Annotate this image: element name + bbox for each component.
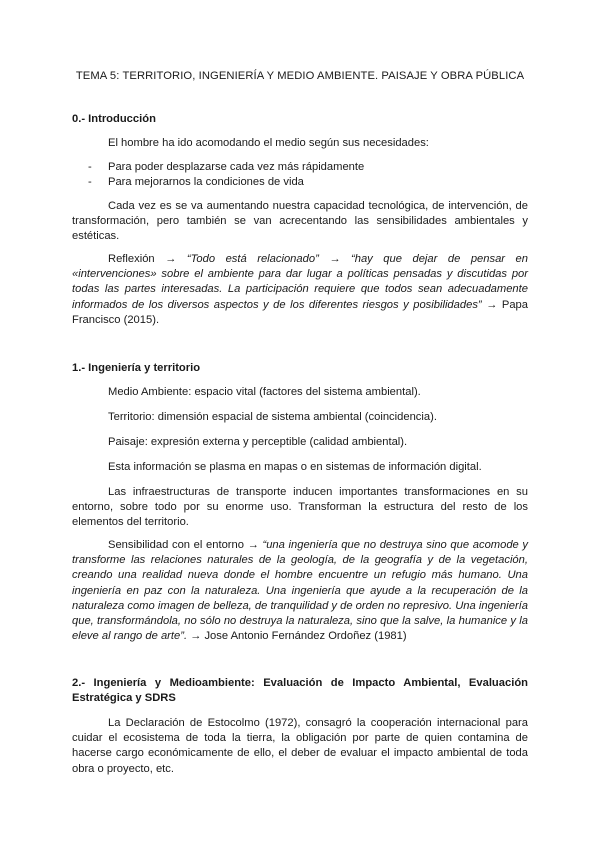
paragraph: Las infraestructuras de transporte inducen importantes transformaciones en su entorno, sobre todo por su enorme uso. Transforman la estructura del resto de los elementos del territorio. <box>72 486 528 529</box>
reflexion-paragraph: Reflexión → “Todo está relacionado” → “hay que dejar de pensar en «intervenciones» sobre el ambiente para dar lugar a políticas pensadas y discutidas por todas las partes interesadas. La participación requiere que todos sean adecuadamente informados de los diversos aspectos y de los diferentes riesgos y posibilidades” → Papa Francisco (2015). <box>72 253 528 326</box>
section-0-heading: 0.- Introducción <box>72 113 156 125</box>
definition-line: Medio Ambiente: espacio vital (factores del sistema ambiental). <box>108 386 421 398</box>
intro-line: El hombre ha ido acomodando el medio según sus necesidades: <box>108 137 429 149</box>
bullet-item: - Para poder desplazarse cada vez más rápidamente <box>88 161 365 173</box>
definition-line: Esta información se plasma en mapas o en sistemas de información digital. <box>108 461 482 473</box>
bullet-item: - Para mejorarnos la condiciones de vida <box>88 176 304 188</box>
section-1-heading: 1.- Ingeniería y territorio <box>72 362 201 374</box>
definition-line: Paisaje: expresión externa y perceptible (calidad ambiental). <box>108 436 408 448</box>
reflexion-quote: “Todo está relacionado” → “hay que dejar de pensar en «intervenciones» sobre el ambiente para dar lugar a políticas pensadas y discutidas por todas las partes interesadas. La participación requiere que todos sean adecuadamente informados de los diversos aspectos y de los diferentes riesgos y posibilidades” <box>72 253 528 311</box>
sensibilidad-paragraph: Sensibilidad con el entorno → “una ingeniería que no destruya sino que acomode y transforme las relaciones naturales de la geología, de la geografía y de la vegetación, creando una realidad nueva donde el hombre encuentre un refugio más humano. Una ingeniería en paz con la naturaleza. Una ingeniería que ayude a la recuperación de la naturaleza como imagen de belleza, de tranquilidad y de orden no represivo. Una ingeniería que, transformándola, no sólo no destruya la naturaleza, sino que la salve, la humanice y la eleve al rango de arte”. → Jose Antonio Fernández Ordoñez (1981) <box>72 539 529 643</box>
definition-line: Territorio: dimensión espacial de sistema ambiental (coincidencia). <box>108 411 437 423</box>
paragraph: Cada vez es se va aumentando nuestra capacidad tecnológica, de intervención, de transformación, pero también se van acrecentando las sensibilidades ambientales y estéticas. <box>72 200 528 243</box>
bullet-dash: - <box>88 161 92 173</box>
section-2-heading: 2.- Ingeniería y Medioambiente: Evaluación de Impacto Ambiental, Evaluación Estratégica y SDRS <box>72 677 528 704</box>
document-title: TEMA 5: TERRITORIO, INGENIERÍA Y MEDIO AMBIENTE. PAISAJE Y OBRA PÚBLICA <box>75 70 525 82</box>
sensibilidad-quote: “una ingeniería que no destruya sino que acomode y transforme las relaciones naturales de la geología, de la geografía y de la vegetación, creando una realidad nueva donde el hombre encuentre un refugio más humano. Una ingeniería en paz con la naturaleza. Una ingeniería que ayude a la recuperación de la naturaleza como imagen de belleza, de tranquilidad y de orden no represivo. Una ingeniería que, transformándola, no sólo no destruya la naturaleza, sino que la salve, la humanice y la eleve al rango de arte”. <box>72 539 529 643</box>
bullet-dash: - <box>88 176 92 188</box>
paragraph: La Declaración de Estocolmo (1972), consagró la cooperación internacional para cuidar el ecosistema de toda la tierra, la obligación por parte de quien contamina de hacerse cargo económicamente de ello, el deber de evaluar el impacto ambiental de toda obra o proyecto, etc. <box>72 717 528 775</box>
